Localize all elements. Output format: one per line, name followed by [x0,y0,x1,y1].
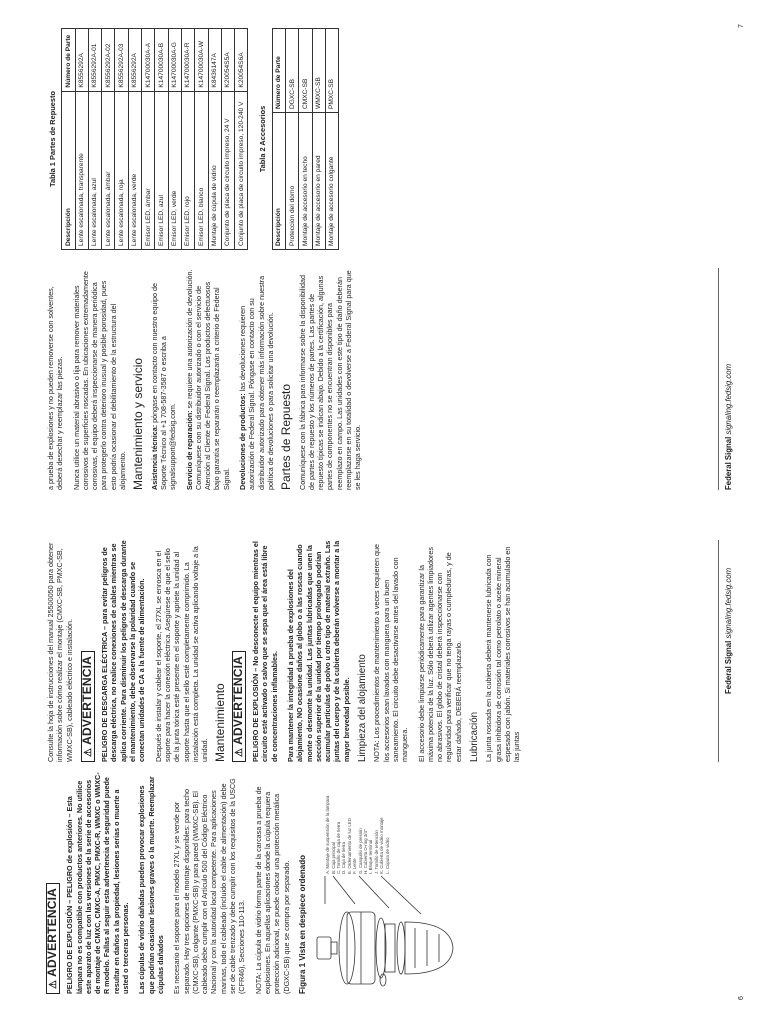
warning-triangle-icon: ⚠ [82,747,94,757]
callout-k: K. Cubierta de vidrio montaje [379,817,385,874]
paragraph-returns: Devoluciones de productos: las devoluciones requieren autorización de Federal Signal. Póngase en contacto con su distribuidor autorizado para obtener más información sobre nuestra política de devoluciones o para solicitar una devolución. [238,275,275,490]
paragraph-note-dome: NOTA: La cúpula de vidrio forma parte de la carcasa a prueba de explosiones. En aquellas aplicaciones donde la cúpula requiera protección adicional, se puede colocar una protección metálica (DGXC-SB) que se compra por separado. [253,786,291,994]
footer-rule [718,268,719,490]
heading-partes: Partes de Repuesto [279,383,294,490]
paragraph-note-washing: NOTA: Los procedimientos de mantenimiento a veces requieren que los accesorios sean lavados con manguera para un buen saneamiento. El circuito debe desactivarse antes del lavado con manguera. [372,543,410,762]
callout-f: F. Lente [352,858,358,874]
callout-h: H. Cubierta O-ring 3/4" [362,829,368,874]
table-row: Montaje de accesorio en techo CMXC-SB [299,29,312,250]
heading-lubricacion: Lubricación [468,711,480,762]
callout-j: J. Tornillo de retención [373,830,379,874]
table-row: Montaje de cúpula de vidrio K8436147A [208,29,221,250]
table-accessories [272,28,339,250]
figure-1-title: Figura 1 Vista en despiece ordenado [297,854,307,994]
table-header-row [272,29,285,250]
warning-box-shock: ⚠ADVERTENCIA [81,651,95,762]
paragraph-repair: Servicio de reparación: se requiere una autorización de devolución. Comuníquese con su distribuidor autorizado o con el servicio de Atención al Cliente de Federal Signal. Los productos defectuosos bajo garantía se repararán o reemplazarán a criterio de Federal Signal. [184,269,231,490]
callout-c: C. Tornillo de caja de tierra [335,821,341,874]
paragraph-parts-info: Comuníquese con la fábrica para informarse sobre la disponibilidad de partes de repuesto y los números de partes. Las partes de repuesto típicas se indican abajo. Debido a la certificación, algunas partes de componentes no se encuentran disponibles para reemplazo en campo. Las unidades con este tipo de daño deberán reemplazarse en su totalidad o devolverse a Federal Signal para que se les haga servicio. [297,270,363,490]
paragraph-mounting-options: Es necesario el soporte para el modelo 27XL y se vende por separado. Hay tres opciones de montaje disponibles: para techo (CMXC-SB), colgante (PMXC-SB) y para pared (WMXC-SB). El cableado debe cumplir con el Artículo 500 del Código Eléctrico Nacional y con la autoridad local competente. Para aplicaciones marinas, todo el cableado (incluido el cable de alimentación) debe ser de cable trenzado y debe cumplir con los requisitos de la USCG (CFR46), Secciones 110-113. [172,778,247,994]
table-header-cell: Descripción [272,112,285,249]
table-row: Lente escalonada, ámbar K8556292A-02 [102,29,115,250]
callout-b: B. Caja principal [330,842,336,874]
page-number-7: 7 [738,24,745,28]
callout-a: A. Montaje de suspensión de la lámpara [325,795,331,874]
table-row: Emisor LED, azul K14700030A-B [155,29,168,250]
paragraph-tech-support: Asistencia técnica: póngase en contacto con nuestro equipo de Soporte Técnico al +1 708-587-3587 o escriba a signalsupport@fedsig.com. [149,283,178,490]
footer-rule [718,540,719,762]
paragraph-explosion-proof: a prueba de explosiones y no pueden removerse con solventes, deberá desechar y reemplazar las piezas. [46,286,65,490]
table-row: Emisor LED, ámbar K14700030A-A [142,29,155,250]
table-header-cell: Número de Parte [62,29,75,92]
page6-column-1 [46,772,469,994]
page7-column-2 [46,28,349,250]
heading-servicio: Mantenimiento y servicio [131,357,146,490]
page-number-6: 6 [738,996,745,1000]
table-row: Montaje de accesorio en pared WMXC-SB [312,29,325,250]
table-row: Lente escalonada, transparente K8556292A [75,29,88,250]
page7-column-1 [46,268,370,490]
footer-right: Federal Signal signaling.fedsig.com [724,363,733,490]
warning-shock-text: PELIGRO DE DESCARGA ELÉCTRICA – para evitar peligros de descarga eléctrica, no realice conexiones de cables mientras se aplica corriente. Para disminuir los peligros de descarga durante el mantenimiento, debe observarse la polaridad cuando se conectan unidades de CA a la fuente de alimentación. [100,540,147,762]
warning-box-explosion: ⚠ADVERTENCIA [46,883,60,994]
callout-i: I. Bloque terminal [368,839,374,874]
paragraph-cleaning: El accesorio debe limpiarse periódicamente para garantizar la máxima potencia de la luz. Sólo deberá utilizar agentes limpiadores no abrasivos. El globo de cristal deberá inspeccionarse con regularidad para verificar que no tenga rayas o cumpleduras, y de estar dañado, DEBERÁ reemplazarlo. [416,547,463,762]
paragraph-glass-dome: Las cúpulas de vidrio dañadas pueden provocar explosiones que podrían ocasionar lesiones graves o la muerte. Reemplazar cúpulas dañados [137,776,165,994]
callout-e: E. Ordenamiento de luz LED [346,818,352,874]
table-2-caption: Tabla 2 Accesorios [258,105,268,173]
heading-limpieza: Limpieza del alojamiento [357,654,369,762]
callout-g: G. Casquillo de presión [357,828,363,874]
table-row: Lente escalonada, verde K8556292A [128,29,141,250]
table-row: Lente escalonada, roja K8556292A-03 [115,29,128,250]
heading-mantenimiento: Mantenimiento [213,683,228,762]
table-row: Emisor LED, blanco K14700030A-W [195,29,208,250]
warning-maintenance-text: PELIGRO DE EXPLOSIÓN – No desconecte el equipo mientras el circuito esté activado o salvo que se sepa que el área está libre de concentraciones inflamables. [251,541,279,762]
table-row: Protección del domo DGXC-SB [286,29,299,250]
paragraph-install: Después de instalar y cablear el soporte, el 27XL se enrosca en el soporte para hacer la conexión eléctrica. Asegúrese de que el sello de la junta tórica esté presente en el soporte y apriete la unidad al soporte hasta que el sello esté completamente comprimido. La instalación está completa. La unidad se activa aplicando voltaje a la unidad. [153,546,210,762]
figure-callouts [325,796,390,874]
table-row: Emisor LED, verde K14700030A-G [168,29,181,250]
paragraph-consult-manual: Consulte la hoja de instrucciones del manual 25500050 para obtener información sobre cómo realizar el montaje (CMXC-SB, PMXC-SB, WMXC-SB), cableado eléctrico e instalación. [46,542,74,762]
callout-l: L. Cúpula de vidrio [384,837,390,874]
page-6 [0,512,768,1024]
callout-d: D. Caja de tierra [341,842,347,874]
page6-column-2 [46,540,528,762]
table-row: Emisor LED, rojo K14700030A-R [181,29,194,250]
warning-explosion-text: PELIGRO DE EXPLOSIÓN – PELIGRO de explosión – Esta lámpara no es compatible con productos anteriores. No utilice este aparato de luz con las versiones de la serie de accesorios de montaje de CMXC, CMXC-A, PMXC, PMXC-R, WMXC o WMXC-R modelo. Fallas al seguir esta advertencia de seguridad puede resultar en daños a la propiedad, lesiones serias o muerte a usted o terceras personas. [65,772,131,994]
table-header-row [62,29,75,250]
table-header-cell: Descripción [62,91,75,249]
table-1-caption: Tabla 1 Partes de Repuesto [48,91,57,187]
warning-triangle-icon: ⚠ [233,747,245,757]
warning-box-maintenance: ⚠ADVERTENCIA [232,651,246,762]
table-row: Conjunto de placa de circuito impreso, 24 V K20054S5A [221,29,234,250]
table-row: Conjunto de placa de circuito impreso, 120-240 V K20054S6A [235,29,248,250]
table-header-cell: Número de Parte [272,29,285,113]
table-replacement-parts [61,28,248,250]
footer-left: Federal Signal signaling.fedsig.com [724,567,733,694]
table-row: Montaje de accesorio colgante PMXC-SB [325,29,338,250]
warning-triangle-icon: ⚠ [48,979,59,989]
table-row: Lente escalonada, azul K8556292A-01 [88,29,101,250]
paragraph-integrity: Para mantener la integridad a prueba de explosiones del alojamiento, NO ocasione daños al globo o a las roscas cuando monte o desmonte la unidad. Las juntas lubricadas que unen la sección superior de la unidad por tiempo prolongado podrían acumular partículas de polvo u otro tipo de material extraño. Las juntas del cuerpo y de la cubierta deberán volverse a montar a la mayor brevedad posible. [285,540,351,762]
exploded-view-figure [311,772,461,994]
paragraph-lubrication: La junta roscada en la cubierta deberá mantenerse lubricada con grasa inhibidora de corrosión tal como petrolato o aceite mineral espesado con jabón. Si materiales corrosivos se han acumulado en las juntas [484,546,522,762]
paragraph-abrasive: Nunca utilice un material abrasivo o lija para remover materiales corrosivos de superficies roscadas. En ubicaciones extremadamente corrosivas, el equipo deberá inspeccionarse de manera periódica para protegerlo contra deterioro inusual y posible porosidad, pues esto podría ocasionar el debilitamiento de la estructura del alojamiento. [71,271,128,490]
